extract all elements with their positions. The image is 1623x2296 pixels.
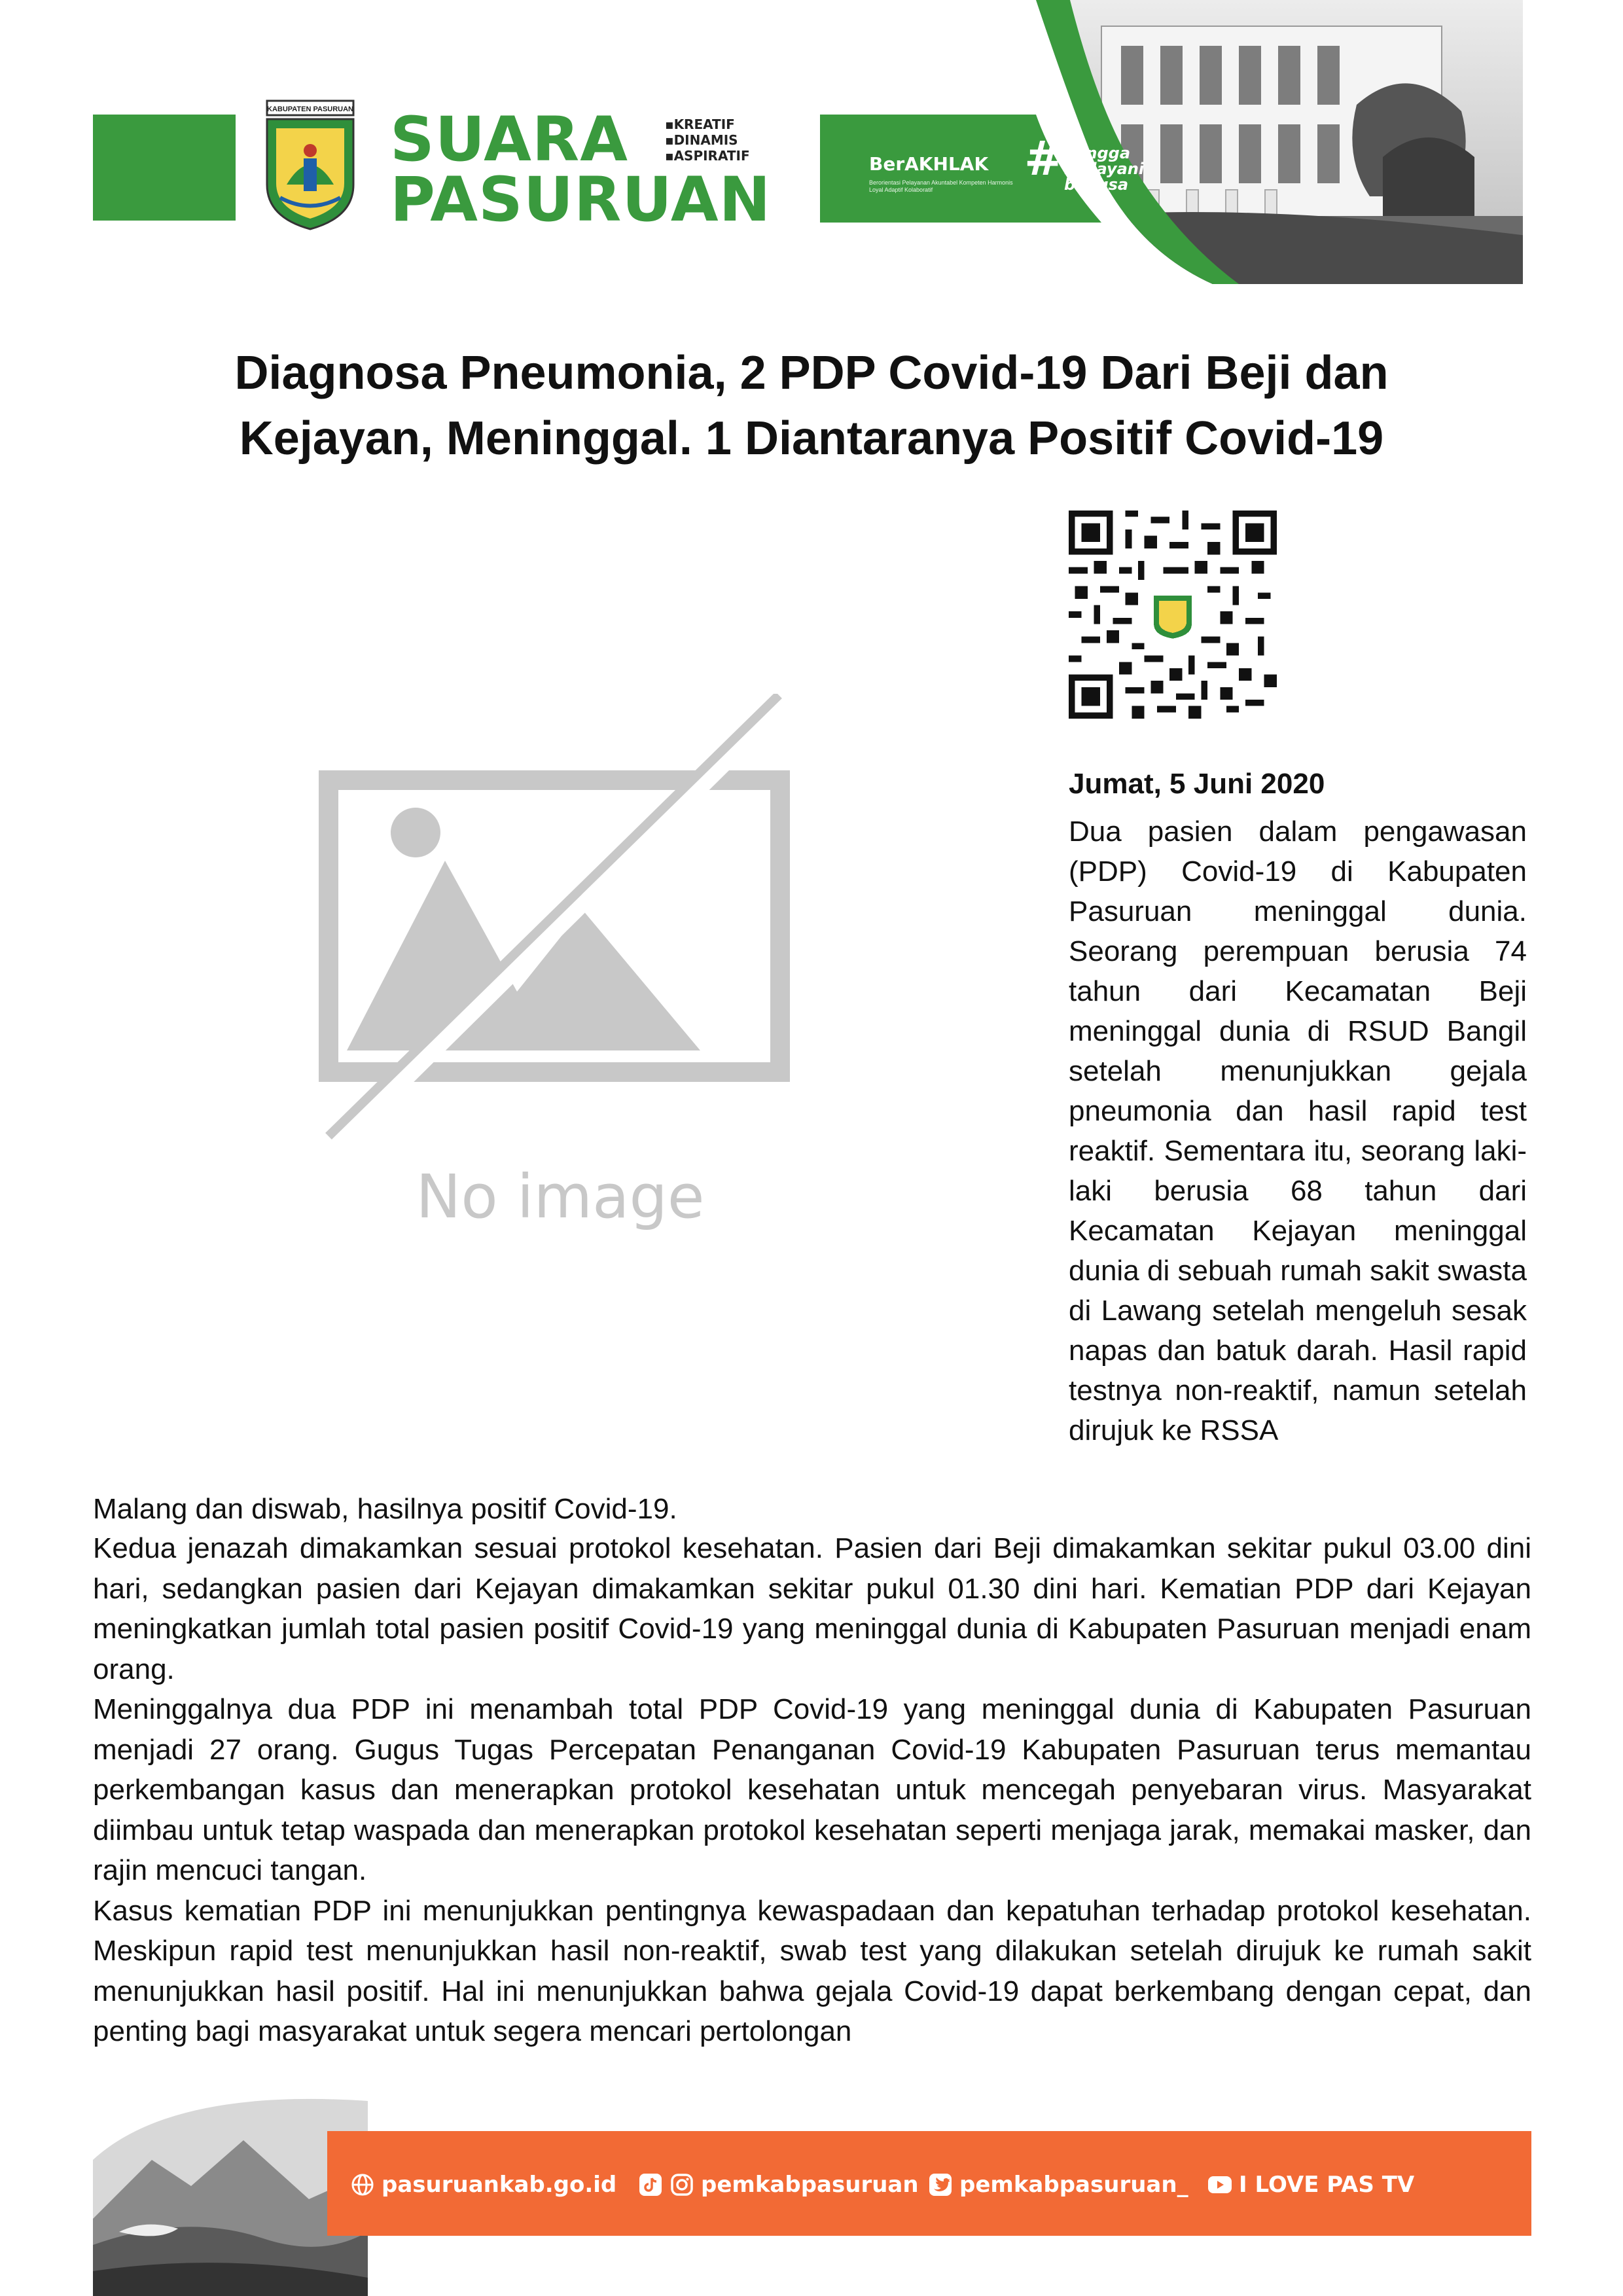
footer-social-label: pemkabpasuruan [701,2172,919,2198]
brand-line-pasuruan: PASURUAN [390,164,772,236]
footer-website-label: pasuruankab.go.id [382,2172,617,2198]
brand-taglines [665,117,750,164]
article-title-line-2: Kejayan, Meninggal. 1 Diantaranya Positif Covid-19 [239,412,1384,465]
header-banner [820,0,1523,284]
header-green-block [93,115,236,221]
brand-line-suara: SUARA [390,104,629,175]
globe-icon [350,2172,375,2197]
footer-youtube-label: I LOVE PAS TV [1239,2172,1415,2198]
article-title [98,340,1525,471]
berakhlak-subtitle: Berorientasi Pelayanan Akuntabel Kompeten Harmonis Loyal Adaptif Kolaboratif [869,179,1013,193]
bangga-word: bangga [1064,144,1131,162]
berakhlak-logo-text: BerAKHLAK [869,153,989,175]
footer-mountain-photo [93,2088,368,2296]
article-paragraph-4: Kasus kematian PDP ini menunjukkan pentingnya kewaspadaan dan kepatuhan terhadap protokol kesehatan. Meskipun rapid test menunjukkan hasil non-reaktif, swab test yang dilakukan setelah dirujuk ke rumah sakit menunjukkan hasil positif. Hal ini menunjukkan bahwa gejala Covid-19 dapat berkembang dengan cepat, dan penting bagi masyarakat untuk segera mencari pertolongan [93,1894,1531,2047]
instagram-icon [669,2172,694,2197]
header-building-photo [820,0,1523,284]
youtube-icon [1207,2172,1232,2197]
tiktok-icon [638,2172,663,2197]
bangga-melayani-bangsa [1064,145,1144,192]
article-paragraph-1-tail: Malang dan diswab, hasilnya positif Covid-19. [93,1493,677,1525]
footer-youtube-link[interactable] [1207,2172,1414,2198]
article-date: Jumat, 5 Juni 2020 [1069,768,1325,800]
logo-caption: KABUPATEN PASURUAN [267,105,353,113]
footer-twitter-label: pemkabpasuruan_ [959,2172,1188,2198]
article-paragraph-3: Meninggalnya dua PDP ini menambah total PDP Covid-19 yang meninggal dunia di Kabupaten Pasuruan menjadi 27 orang. Gugus Tugas Percepatan Penanganan Covid-19 Kabupaten Pasuruan terus memantau perkembangan kasus dan menerapkan protokol kesehatan untuk mencegah penyebaran virus. Masyarakat diimbau untuk tetap waspada dan menerapkan protokol kesehatan seperti menjaga jarak, memakai masker, dan rajin mencuci tangan. [93,1693,1531,1886]
article-paragraph-2: Kedua jenazah dimakamkan sesuai protokol kesehatan. Pasien dari Beji dimakamkan sekitar pukul 03.00 dini hari, sedangkan pasien dari Kejayan dimakamkan sekitar pukul 01.30 dini hari. Kematian PDP dari Kejayan meningkatkan jumlah total pasien positif Covid-19 yang meninggal dunia di Kabupaten Pasuruan menjadi enam orang. [93,1532,1531,1685]
article-image-placeholder [308,694,805,1230]
footer-twitter-link[interactable] [928,2172,1188,2198]
tagline-aspiratif: ▪ ASPIRATIF [665,148,750,164]
footer-website-link[interactable] [350,2172,616,2198]
article-body [93,1528,1531,2052]
hashtag-symbol: # [1024,131,1064,186]
tagline-dinamis: ▪ DINAMIS [665,132,750,148]
qr-code[interactable] [1069,511,1277,719]
article-title-line-1: Diagnosa Pneumonia, 2 PDP Covid-19 Dari Beji dan [234,347,1389,399]
no-image-label: No image [416,1162,705,1230]
article-paragraph-1-side: Dua pasien dalam pengawasan (PDP) Covid-19 di Kabupaten Pasuruan meninggal dunia. Seorang perempuan berusia 74 tahun dari Kecamatan Beji meninggal dunia di RSUD Bangil setelah menunjukkan gejala pneumonia dan hasil rapid test reaktif. Sementara itu, seorang laki-laki berusia 68 tahun dari Kecamatan Kejayan meninggal dunia di sebuah rumah sakit swasta di Lawang setelah mengeluh sesak napas dan batuk darah. Hasil rapid testnya non-reaktif, namun setelah dirujuk ke RSSA [1069,816,1527,1446]
mountain-landscape-image [93,2088,368,2296]
bangsa-word: bangsa [1064,175,1129,194]
melayani-word: melayani [1064,160,1145,178]
footer-social-link[interactable] [638,2172,919,2198]
regency-emblem-logo [260,99,360,230]
tagline-kreatif: ▪ KREATIF [665,117,750,132]
twitter-icon [928,2172,953,2197]
no-image-icon [308,694,805,1230]
